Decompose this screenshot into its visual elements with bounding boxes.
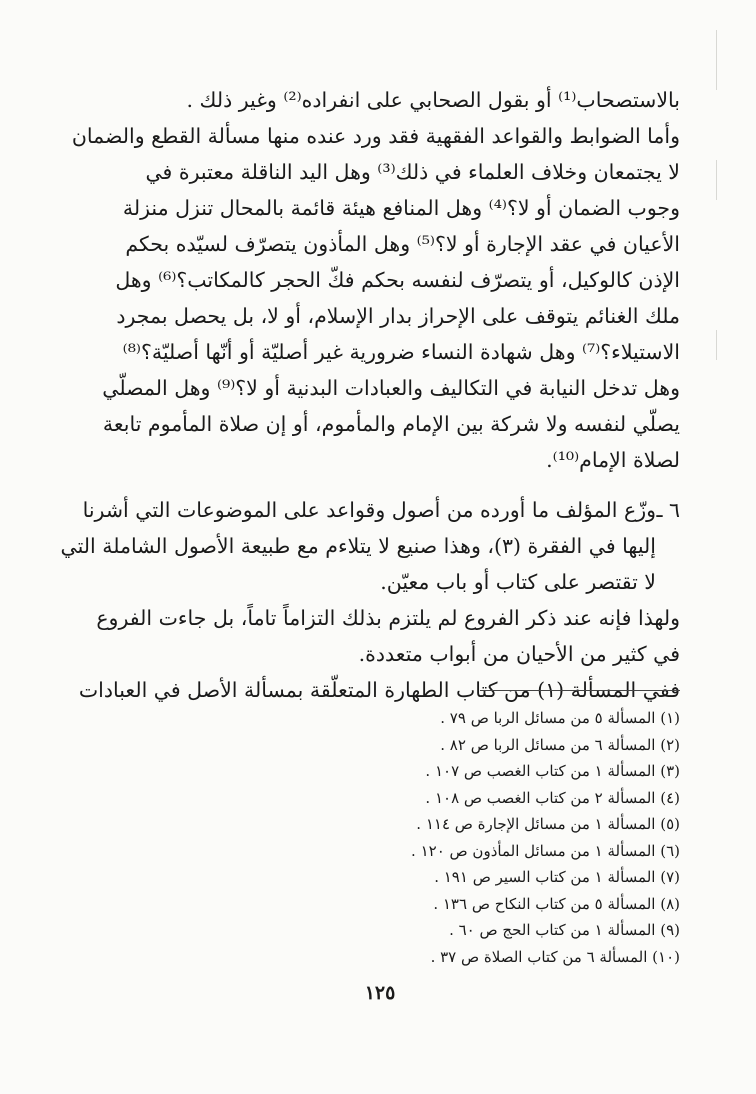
text-line: وهل تدخل النيابة في التكاليف والعبادات البدنية أو لا؟⁽⁹⁾ وهل المصلّي — [102, 376, 680, 400]
footnote-separator — [480, 690, 680, 691]
text-line: لا تقتصر على كتاب أو باب معيّن. — [380, 570, 656, 594]
text-line: الإذن كالوكيل، أو يتصرّف لنفسه بحكم فكّ الحجر كالمكاتب؟⁽⁶⁾ وهل — [115, 268, 680, 292]
footnote-2: (٢) المسألة ٦ من مسائل الربا ص ٨٢ . — [440, 735, 680, 754]
page-number: ١٢٥ — [364, 982, 396, 1004]
footnote-10: (١٠) المسألة ٦ من كتاب الصلاة ص ٣٧ . — [430, 947, 680, 966]
text-line: وزّع المؤلف ما أورده من أصول وقواعد على الموضوعات التي أشرنا — [82, 498, 656, 522]
footnote-5: (٥) المسألة ١ من مسائل الإجارة ص ١١٤ . — [416, 815, 680, 833]
footnote-7: (٧) المسألة ١ من كتاب السير ص ١٩١ . — [434, 868, 680, 886]
text-line: الاستيلاء؟⁽⁷⁾ وهل شهادة النساء ضرورية غير أصليّة أو أنّها أصليّة؟⁽⁸⁾ — [122, 340, 680, 364]
footnote-9: (٩) المسألة ١ من كتاب الحج ص ٦٠ . — [449, 921, 680, 939]
footnote-1: (١) المسألة ٥ من مسائل الربا ص ٧٩ . — [440, 709, 680, 727]
numbered-item-6 — [60, 492, 680, 600]
text-line: ففي المسألة (١) من كتاب الطهارة المتعلّقة بمسألة الأصل في العبادات — [78, 678, 680, 702]
paragraph-3 — [96, 600, 680, 672]
text-line: لا يجتمعان وخلاف العلماء في ذلك⁽³⁾ وهل اليد الناقلة معتبرة في — [145, 160, 680, 184]
text-line: في كثير من الأحيان من أبواب متعددة. — [358, 642, 680, 666]
text-line: إليها في الفقرة (٣)، وهذا صنيع لا يتلاءم مع طبيعة الأصول الشاملة التي — [60, 534, 656, 558]
text-line: الأعيان في عقد الإجارة أو لا؟⁽⁵⁾ وهل المأذون يتصرّف لسيّده بحكم — [125, 232, 680, 256]
page-edge-mark — [716, 160, 717, 200]
page-edge-mark — [716, 30, 717, 90]
text-line: بالاستصحاب⁽¹⁾ أو بقول الصحابي على انفراده⁽²⁾ وغير ذلك . — [186, 88, 680, 112]
footnotes — [300, 705, 680, 970]
footnote-6: (٦) المسألة ١ من مسائل المأذون ص ١٢٠ . — [411, 841, 680, 860]
text-line: وجوب الضمان أو لا؟⁽⁴⁾ وهل المنافع هيئة قائمة بالمحال تنزل منزلة — [122, 196, 680, 220]
text-line: ملك الغنائم يتوقف على الإحراز بدار الإسلام، أو لا، بل يحصل بمجرد — [116, 304, 680, 328]
text-line: يصلّي لنفسه ولا شركة بين الإمام والمأموم، أو إن صلاة المأموم تابعة — [102, 412, 680, 436]
footnote-8: (٨) المسألة ٥ من كتاب النكاح ص ١٣٦ . — [433, 894, 680, 913]
footnote-3: (٣) المسألة ١ من كتاب الغصب ص ١٠٧ . — [425, 762, 680, 780]
footnote-4: (٤) المسألة ٢ من كتاب الغصب ص ١٠٨ . — [425, 788, 680, 807]
item-number: ٦ ـ — [656, 498, 680, 522]
paragraph-2 — [71, 118, 680, 478]
paragraph-1 — [140, 82, 680, 118]
page-edge-mark — [716, 330, 717, 360]
text-line: وأما الضوابط والقواعد الفقهية فقد ورد عنده منها مسألة القطع والضمان — [71, 124, 680, 148]
text-line: ولهذا فإنه عند ذكر الفروع لم يلتزم بذلك التزاماً تاماً، بل جاءت الفروع — [96, 606, 680, 630]
text-line: لصلاة الإمام⁽¹⁰⁾. — [546, 448, 680, 472]
main-text — [60, 82, 680, 708]
